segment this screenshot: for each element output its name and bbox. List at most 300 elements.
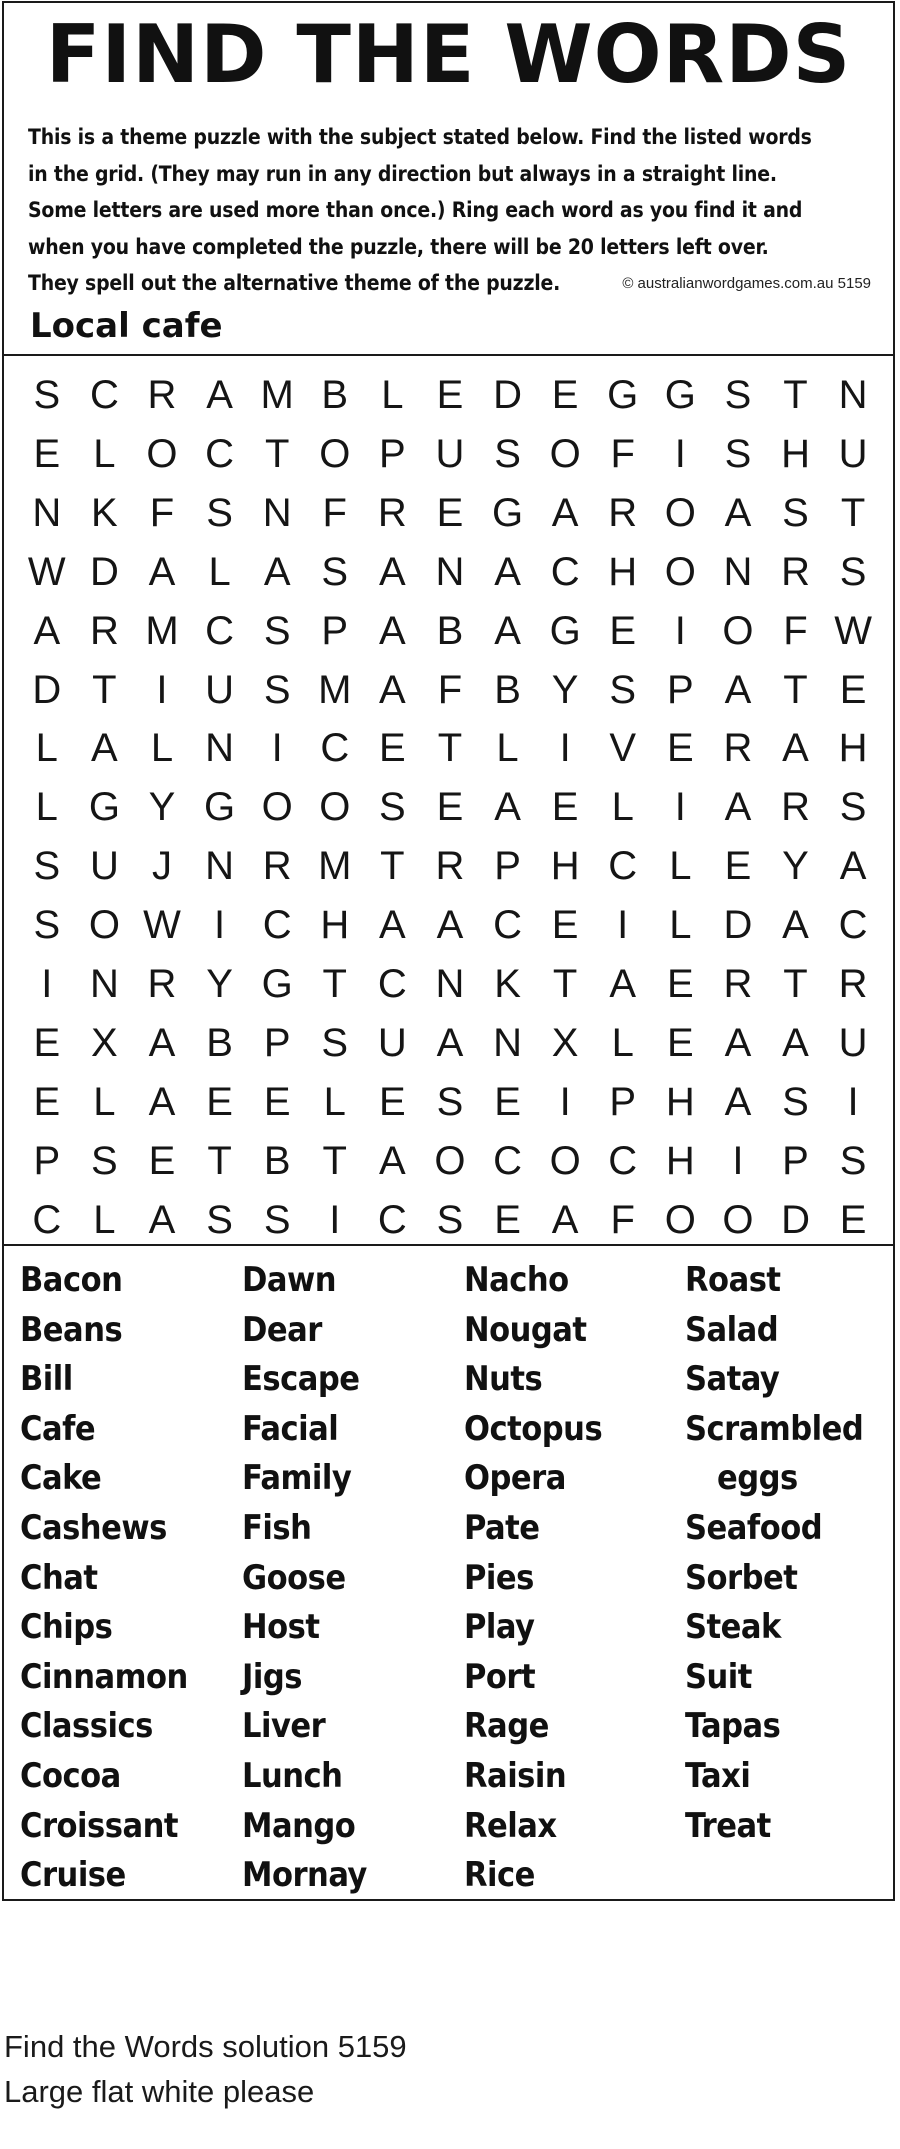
grid-letter[interactable]: E bbox=[379, 726, 406, 771]
grid-letter[interactable]: A bbox=[782, 726, 809, 771]
grid-letter[interactable]: A bbox=[379, 1138, 406, 1183]
grid-letter[interactable]: E bbox=[609, 608, 637, 653]
grid-letter[interactable]: I bbox=[559, 726, 571, 771]
word-list-item: Bacon bbox=[20, 1260, 123, 1300]
grid-letter[interactable]: O bbox=[549, 431, 581, 476]
word-list-item: Nougat bbox=[464, 1309, 587, 1350]
grid-letter[interactable]: A bbox=[436, 1020, 464, 1065]
grid-letter[interactable]: T bbox=[207, 1138, 232, 1183]
grid-letter[interactable]: E bbox=[551, 373, 579, 417]
grid-letter[interactable]: E bbox=[263, 1079, 291, 1124]
grid-letter[interactable]: C bbox=[493, 1138, 522, 1183]
word-list-item: Nuts bbox=[464, 1359, 543, 1400]
grid-letter[interactable]: R bbox=[781, 785, 810, 830]
word-list-item: Satay bbox=[685, 1359, 780, 1400]
grid-letter[interactable]: R bbox=[147, 373, 177, 417]
grid-letter[interactable]: P bbox=[33, 1138, 61, 1183]
word-list-item: Liver bbox=[242, 1706, 326, 1747]
grid-row bbox=[18, 543, 882, 601]
grid-letter[interactable]: B bbox=[436, 608, 464, 653]
grid-letter[interactable]: A bbox=[724, 785, 752, 830]
grid-letter[interactable]: F bbox=[610, 1197, 635, 1242]
solution-answer: Large flat white please bbox=[4, 2074, 315, 2109]
grid-letter[interactable]: Y bbox=[551, 667, 579, 712]
grid-letter[interactable]: O bbox=[319, 431, 351, 476]
grid-letter[interactable]: S bbox=[724, 431, 752, 476]
grid-letter[interactable]: W bbox=[27, 549, 66, 594]
grid-letter[interactable]: R bbox=[608, 490, 638, 535]
grid-letter[interactable]: E bbox=[436, 373, 464, 417]
word-list-item: Seafood bbox=[685, 1507, 823, 1548]
grid-letter[interactable]: K bbox=[91, 490, 118, 535]
grid-letter[interactable]: O bbox=[549, 1138, 581, 1183]
grid-letter[interactable]: T bbox=[322, 1138, 347, 1183]
grid-letter[interactable]: G bbox=[549, 608, 581, 653]
grid-letter[interactable]: S bbox=[782, 490, 809, 535]
grid-letter[interactable]: A bbox=[494, 549, 521, 594]
word-list-item: Pies bbox=[464, 1557, 534, 1598]
grid-letter[interactable]: N bbox=[205, 844, 235, 889]
grid-letter[interactable]: A bbox=[494, 608, 521, 653]
grid-letter[interactable]: H bbox=[608, 549, 638, 594]
grid-letter[interactable]: L bbox=[93, 1197, 116, 1242]
grid-row bbox=[18, 837, 882, 895]
word-column bbox=[685, 1256, 900, 1851]
word-list-item: Beans bbox=[20, 1309, 123, 1350]
grid-letter[interactable]: G bbox=[88, 785, 120, 830]
grid-letter[interactable]: N bbox=[89, 962, 119, 1006]
word-list-item: Scrambled bbox=[685, 1408, 864, 1449]
grid-letter[interactable]: I bbox=[847, 1079, 859, 1124]
grid-letter[interactable]: L bbox=[208, 549, 231, 594]
word-list-item: Classics bbox=[20, 1706, 153, 1747]
grid-letter[interactable]: L bbox=[93, 1079, 116, 1124]
grid-letter[interactable]: S bbox=[33, 844, 61, 889]
grid-letter[interactable]: C bbox=[493, 903, 522, 948]
grid-letter[interactable]: N bbox=[723, 549, 753, 594]
grid-letter[interactable]: L bbox=[611, 1020, 634, 1065]
grid-letter[interactable]: A bbox=[782, 1020, 809, 1065]
grid-letter[interactable]: A bbox=[263, 549, 291, 594]
word-list-item: Port bbox=[464, 1656, 536, 1697]
word-list-item: Nacho bbox=[464, 1260, 569, 1300]
grid-letter[interactable]: E bbox=[379, 1079, 406, 1124]
grid-letter[interactable]: S bbox=[839, 785, 867, 830]
word-list-item: Host bbox=[242, 1607, 320, 1648]
grid-letter[interactable]: A bbox=[379, 903, 406, 948]
grid-letter[interactable]: G bbox=[664, 373, 696, 417]
grid-letter[interactable]: P bbox=[609, 1079, 637, 1124]
grid-letter[interactable]: L bbox=[669, 844, 692, 889]
word-list-item: Cafe bbox=[20, 1408, 96, 1449]
grid-letter[interactable]: A bbox=[724, 667, 752, 712]
grid-letter[interactable]: O bbox=[722, 608, 754, 653]
grid-letter[interactable]: S bbox=[724, 373, 752, 417]
grid-letter[interactable]: C bbox=[320, 726, 350, 771]
grid-letter[interactable]: N bbox=[205, 726, 235, 771]
grid-letter[interactable]: A bbox=[91, 726, 118, 771]
grid-letter[interactable]: C bbox=[377, 962, 407, 1006]
grid-letter[interactable]: G bbox=[204, 785, 236, 830]
grid-letter[interactable]: H bbox=[838, 726, 868, 771]
grid-letter[interactable]: C bbox=[608, 1138, 638, 1183]
grid-letter[interactable]: S bbox=[839, 549, 867, 594]
grid-letter[interactable]: A bbox=[379, 608, 406, 653]
instruction-line: They spell out the alternative theme of the puzzle. bbox=[28, 271, 561, 295]
word-list-item: Dear bbox=[242, 1309, 322, 1350]
grid-letter[interactable]: R bbox=[262, 844, 292, 889]
grid-letter[interactable]: S bbox=[839, 1138, 867, 1183]
grid-letter[interactable]: E bbox=[666, 726, 694, 771]
grid-letter[interactable]: N bbox=[493, 1020, 522, 1065]
word-list-item: Mango bbox=[242, 1805, 356, 1846]
grid-letter[interactable]: P bbox=[321, 608, 349, 653]
grid-letter[interactable]: A bbox=[33, 608, 61, 653]
grid-letter[interactable]: A bbox=[379, 667, 406, 712]
grid-letter[interactable]: D bbox=[781, 1197, 810, 1242]
grid-letter[interactable]: I bbox=[674, 785, 686, 830]
grid-letter[interactable]: T bbox=[783, 667, 808, 712]
grid-letter[interactable]: F bbox=[437, 667, 463, 712]
grid-letter[interactable]: T bbox=[552, 962, 578, 1006]
grid-letter[interactable]: O bbox=[722, 1197, 754, 1242]
grid-letter[interactable]: S bbox=[206, 490, 233, 535]
instruction-line: This is a theme puzzle with the subject stated below. Find the listed words bbox=[28, 125, 812, 149]
grid-letter[interactable]: R bbox=[781, 549, 810, 594]
word-list-item: Cruise bbox=[20, 1855, 126, 1896]
word-list-item: Suit bbox=[685, 1656, 752, 1697]
grid-letter[interactable]: J bbox=[151, 844, 172, 889]
grid-letter[interactable]: X bbox=[91, 1020, 118, 1065]
grid-letter[interactable]: P bbox=[263, 1020, 291, 1065]
grid-letter[interactable]: X bbox=[551, 1020, 579, 1065]
grid-row bbox=[18, 1014, 882, 1072]
grid-letter[interactable]: E bbox=[839, 1197, 867, 1242]
grid-row bbox=[18, 484, 882, 542]
word-list-item: Facial bbox=[242, 1408, 339, 1449]
grid-letter[interactable]: Y bbox=[782, 844, 809, 889]
grid-letter[interactable]: I bbox=[617, 903, 629, 948]
grid-letter[interactable]: L bbox=[323, 1079, 346, 1124]
copyright-notice: © australianwordgames.com.au 5159 bbox=[622, 275, 871, 292]
grid-letter[interactable]: R bbox=[147, 962, 177, 1006]
grid-row bbox=[18, 1132, 882, 1190]
grid-letter[interactable]: P bbox=[494, 844, 521, 889]
instruction-line: when you have completed the puzzle, there will be 20 letters left over. bbox=[28, 234, 769, 259]
grid-letter[interactable]: D bbox=[32, 667, 62, 712]
grid-letter[interactable]: S bbox=[609, 667, 637, 712]
grid-row bbox=[18, 602, 882, 660]
word-list-item: Goose bbox=[242, 1557, 346, 1598]
grid-letter[interactable]: I bbox=[559, 1079, 571, 1124]
grid-letter[interactable]: E bbox=[436, 490, 464, 535]
grid-letter[interactable]: A bbox=[148, 1020, 176, 1065]
grid-letter[interactable]: H bbox=[320, 903, 350, 948]
grid-letter[interactable]: C bbox=[377, 1197, 407, 1242]
grid-letter[interactable]: A bbox=[206, 373, 233, 417]
grid-letter[interactable]: T bbox=[380, 844, 405, 889]
grid-letter[interactable]: M bbox=[260, 373, 294, 417]
grid-letter[interactable]: I bbox=[329, 1197, 341, 1242]
grid-letter[interactable]: U bbox=[377, 1020, 407, 1065]
grid-letter[interactable]: A bbox=[551, 490, 579, 535]
word-list-item: Opera bbox=[464, 1458, 566, 1499]
grid-letter[interactable]: H bbox=[550, 844, 580, 889]
word-list-item: Octopus bbox=[464, 1408, 603, 1449]
grid-letter[interactable]: I bbox=[732, 1138, 744, 1183]
grid-letter[interactable]: C bbox=[205, 431, 235, 476]
grid-row bbox=[18, 778, 882, 836]
grid-letter[interactable]: F bbox=[149, 490, 175, 535]
grid-letter[interactable]: S bbox=[206, 1197, 233, 1242]
grid-letter[interactable]: G bbox=[607, 373, 639, 417]
grid-letter[interactable]: R bbox=[377, 490, 407, 535]
word-column bbox=[242, 1256, 462, 1901]
word-list-item: Cocoa bbox=[20, 1755, 121, 1796]
grid-letter[interactable]: C bbox=[205, 608, 235, 653]
grid-letter[interactable]: A bbox=[724, 1020, 752, 1065]
grid-row bbox=[18, 661, 882, 719]
grid-letter[interactable]: T bbox=[437, 726, 463, 771]
grid-letter[interactable]: A bbox=[379, 549, 406, 594]
grid-letter[interactable]: M bbox=[318, 844, 352, 889]
grid-letter[interactable]: U bbox=[435, 431, 465, 476]
grid-letter[interactable]: G bbox=[491, 490, 524, 535]
grid-letter[interactable]: D bbox=[89, 549, 119, 594]
grid-letter[interactable]: T bbox=[92, 667, 117, 712]
grid-letter[interactable]: P bbox=[782, 1138, 809, 1183]
grid-letter[interactable]: N bbox=[435, 962, 465, 1006]
grid-letter[interactable]: O bbox=[664, 490, 696, 535]
grid-letter[interactable]: E bbox=[436, 785, 464, 830]
grid-letter[interactable]: V bbox=[609, 726, 637, 771]
grid-row bbox=[18, 896, 882, 954]
solution-heading: Find the Words solution 5159 bbox=[4, 2029, 407, 2064]
grid-letter[interactable]: O bbox=[664, 549, 696, 594]
grid-letter[interactable]: P bbox=[666, 667, 694, 712]
grid-letter[interactable]: N bbox=[32, 490, 62, 535]
grid-letter[interactable]: C bbox=[838, 903, 868, 948]
grid-letter[interactable]: Y bbox=[148, 785, 176, 830]
grid-letter[interactable]: B bbox=[494, 667, 521, 712]
grid-letter[interactable]: C bbox=[262, 903, 292, 948]
word-column bbox=[464, 1256, 684, 1901]
grid-letter[interactable]: E bbox=[551, 785, 579, 830]
grid-letter[interactable]: N bbox=[435, 549, 465, 594]
grid-letter[interactable]: E bbox=[494, 1079, 521, 1124]
grid-letter[interactable]: U bbox=[89, 844, 119, 889]
grid-letter[interactable]: L bbox=[669, 903, 692, 948]
grid-letter[interactable]: P bbox=[379, 431, 406, 476]
grid-letter[interactable]: G bbox=[261, 962, 293, 1006]
grid-letter[interactable]: U bbox=[205, 667, 235, 712]
word-column bbox=[20, 1256, 240, 1901]
grid-letter[interactable]: T bbox=[783, 373, 808, 417]
grid-letter[interactable]: D bbox=[493, 373, 522, 417]
grid-letter[interactable]: L bbox=[150, 726, 174, 771]
grid-letter[interactable]: I bbox=[156, 667, 168, 712]
grid-letter[interactable]: S bbox=[321, 1020, 349, 1065]
word-list-item: Raisin bbox=[464, 1755, 567, 1796]
grid-letter[interactable]: E bbox=[33, 1079, 61, 1124]
grid-letter[interactable]: L bbox=[35, 785, 58, 830]
grid-letter[interactable]: O bbox=[88, 903, 120, 948]
grid-letter[interactable]: E bbox=[206, 1079, 233, 1124]
grid-letter[interactable]: A bbox=[148, 549, 176, 594]
grid-letter[interactable]: E bbox=[839, 667, 867, 712]
grid-letter[interactable]: S bbox=[321, 549, 349, 594]
word-list-item: Steak bbox=[685, 1607, 781, 1648]
grid-letter[interactable]: I bbox=[674, 608, 686, 653]
grid-letter[interactable]: I bbox=[41, 962, 53, 1006]
word-list-item: Salad bbox=[685, 1309, 779, 1350]
instruction-line: Some letters are used more than once.) Ring each word as you find it and bbox=[28, 198, 803, 222]
grid-letter[interactable]: F bbox=[610, 431, 635, 476]
grid-letter[interactable]: T bbox=[264, 431, 290, 476]
grid-letter[interactable]: B bbox=[321, 373, 349, 417]
grid-letter[interactable]: S bbox=[91, 1138, 118, 1183]
grid-letter[interactable]: T bbox=[840, 490, 866, 535]
grid-letter[interactable]: D bbox=[723, 903, 753, 948]
grid-letter[interactable]: O bbox=[261, 785, 293, 830]
grid-letter[interactable]: H bbox=[665, 1079, 695, 1124]
grid-letter[interactable]: A bbox=[148, 1197, 176, 1242]
word-list-item: Chips bbox=[20, 1607, 113, 1648]
grid-letter[interactable]: R bbox=[723, 726, 753, 771]
grid-letter[interactable]: E bbox=[551, 903, 579, 948]
grid-letter[interactable]: I bbox=[271, 726, 283, 771]
grid-letter[interactable]: A bbox=[551, 1197, 579, 1242]
grid-letter[interactable]: A bbox=[724, 1079, 752, 1124]
grid-letter[interactable]: S bbox=[33, 903, 61, 948]
grid-letter[interactable]: S bbox=[436, 1079, 464, 1124]
word-list bbox=[4, 1246, 893, 1901]
grid-letter[interactable]: B bbox=[263, 1138, 291, 1183]
grid-row bbox=[18, 366, 882, 424]
grid-letter[interactable]: S bbox=[263, 667, 291, 712]
grid-letter[interactable]: T bbox=[322, 962, 347, 1006]
grid-letter[interactable]: E bbox=[666, 1020, 694, 1065]
grid-letter[interactable]: C bbox=[550, 549, 580, 594]
word-list-item: Chat bbox=[20, 1557, 98, 1598]
grid-letter[interactable]: E bbox=[666, 962, 694, 1006]
word-list-item: Fish bbox=[242, 1507, 312, 1548]
word-list-item: Cinnamon bbox=[20, 1656, 188, 1697]
grid-row bbox=[18, 955, 882, 1013]
word-list-item: Escape bbox=[242, 1359, 360, 1400]
word-list-item: Play bbox=[464, 1607, 535, 1648]
puzzle-title: FIND THE WORDS bbox=[45, 8, 852, 101]
grid-letter[interactable]: I bbox=[674, 431, 686, 476]
grid-letter[interactable]: I bbox=[214, 903, 226, 948]
word-list-item: Jigs bbox=[242, 1656, 302, 1697]
grid-letter[interactable]: L bbox=[496, 726, 519, 771]
grid-letter[interactable]: A bbox=[494, 785, 521, 830]
grid-letter[interactable]: A bbox=[782, 903, 809, 948]
grid-row bbox=[18, 719, 882, 777]
grid-letter[interactable]: A bbox=[148, 1079, 176, 1124]
grid-letter[interactable]: C bbox=[608, 844, 638, 889]
grid-letter[interactable]: E bbox=[148, 1138, 176, 1183]
grid-letter[interactable]: U bbox=[838, 431, 868, 476]
grid-letter[interactable]: F bbox=[783, 608, 808, 653]
grid-row bbox=[18, 425, 882, 483]
grid-letter[interactable]: C bbox=[89, 373, 119, 417]
word-list-item: Cashews bbox=[20, 1507, 167, 1548]
instruction-line: in the grid. (They may run in any direction but always in a straight line. bbox=[28, 161, 777, 186]
grid-letter[interactable]: A bbox=[839, 844, 867, 889]
grid-letter[interactable]: S bbox=[263, 1197, 291, 1242]
grid-letter[interactable]: K bbox=[494, 962, 521, 1006]
grid-row bbox=[18, 1073, 882, 1131]
word-list-item: Taxi bbox=[685, 1755, 751, 1796]
word-list-item: Lunch bbox=[242, 1755, 343, 1796]
grid-letter[interactable]: A bbox=[609, 962, 637, 1006]
grid-letter[interactable]: S bbox=[494, 431, 521, 476]
grid-letter[interactable]: T bbox=[783, 962, 808, 1006]
grid-letter[interactable]: F bbox=[322, 490, 347, 535]
word-list-item: Bill bbox=[20, 1359, 73, 1400]
grid-row bbox=[18, 1191, 882, 1249]
word-list-item: Cake bbox=[20, 1458, 102, 1499]
grid-letter[interactable]: O bbox=[434, 1138, 466, 1183]
grid-letter[interactable]: S bbox=[379, 785, 406, 830]
grid-letter[interactable]: C bbox=[32, 1197, 62, 1242]
grid-letter[interactable]: S bbox=[33, 373, 61, 417]
grid-letter[interactable]: B bbox=[206, 1020, 233, 1065]
grid-letter[interactable]: O bbox=[319, 785, 351, 830]
grid-letter[interactable]: R bbox=[723, 962, 753, 1006]
grid-letter[interactable]: E bbox=[494, 1197, 521, 1242]
grid-letter[interactable]: R bbox=[435, 844, 465, 889]
grid-letter[interactable]: H bbox=[781, 431, 810, 476]
grid-letter[interactable]: R bbox=[838, 962, 868, 1006]
grid-letter[interactable]: M bbox=[145, 608, 179, 653]
grid-letter[interactable]: L bbox=[35, 726, 58, 771]
grid-letter[interactable]: L bbox=[381, 373, 404, 417]
grid-letter[interactable]: S bbox=[263, 608, 291, 653]
word-list-item: Relax bbox=[464, 1805, 557, 1846]
grid-letter[interactable]: S bbox=[782, 1079, 809, 1124]
letter-grid bbox=[4, 356, 893, 1246]
grid-letter[interactable]: O bbox=[146, 431, 178, 476]
grid-letter[interactable]: R bbox=[89, 608, 119, 653]
grid-letter[interactable]: H bbox=[665, 1138, 695, 1183]
grid-letter[interactable]: A bbox=[436, 903, 464, 948]
grid-letter[interactable]: E bbox=[33, 431, 61, 476]
grid-letter[interactable]: U bbox=[838, 1020, 868, 1065]
grid-letter[interactable]: E bbox=[33, 1020, 61, 1065]
grid-letter[interactable]: S bbox=[436, 1197, 464, 1242]
grid-letter[interactable]: W bbox=[143, 903, 181, 948]
grid-letter[interactable]: E bbox=[724, 844, 752, 889]
grid-letter[interactable]: M bbox=[318, 667, 352, 712]
grid-letter[interactable]: O bbox=[664, 1197, 696, 1242]
word-list-item: Mornay bbox=[242, 1855, 367, 1896]
grid-letter[interactable]: A bbox=[724, 490, 752, 535]
grid-letter[interactable]: L bbox=[93, 431, 116, 476]
grid-letter[interactable]: L bbox=[611, 785, 634, 830]
grid-letter[interactable]: N bbox=[838, 373, 868, 417]
word-list-item: Treat bbox=[685, 1805, 771, 1846]
word-list-item: Rage bbox=[464, 1706, 549, 1747]
word-list-item: Pate bbox=[464, 1507, 540, 1548]
grid-letter[interactable]: W bbox=[834, 608, 872, 653]
grid-letter[interactable]: Y bbox=[206, 962, 233, 1006]
puzzle-header bbox=[4, 3, 893, 356]
grid-letter[interactable]: N bbox=[262, 490, 292, 535]
word-list-item: Rice bbox=[464, 1855, 535, 1896]
